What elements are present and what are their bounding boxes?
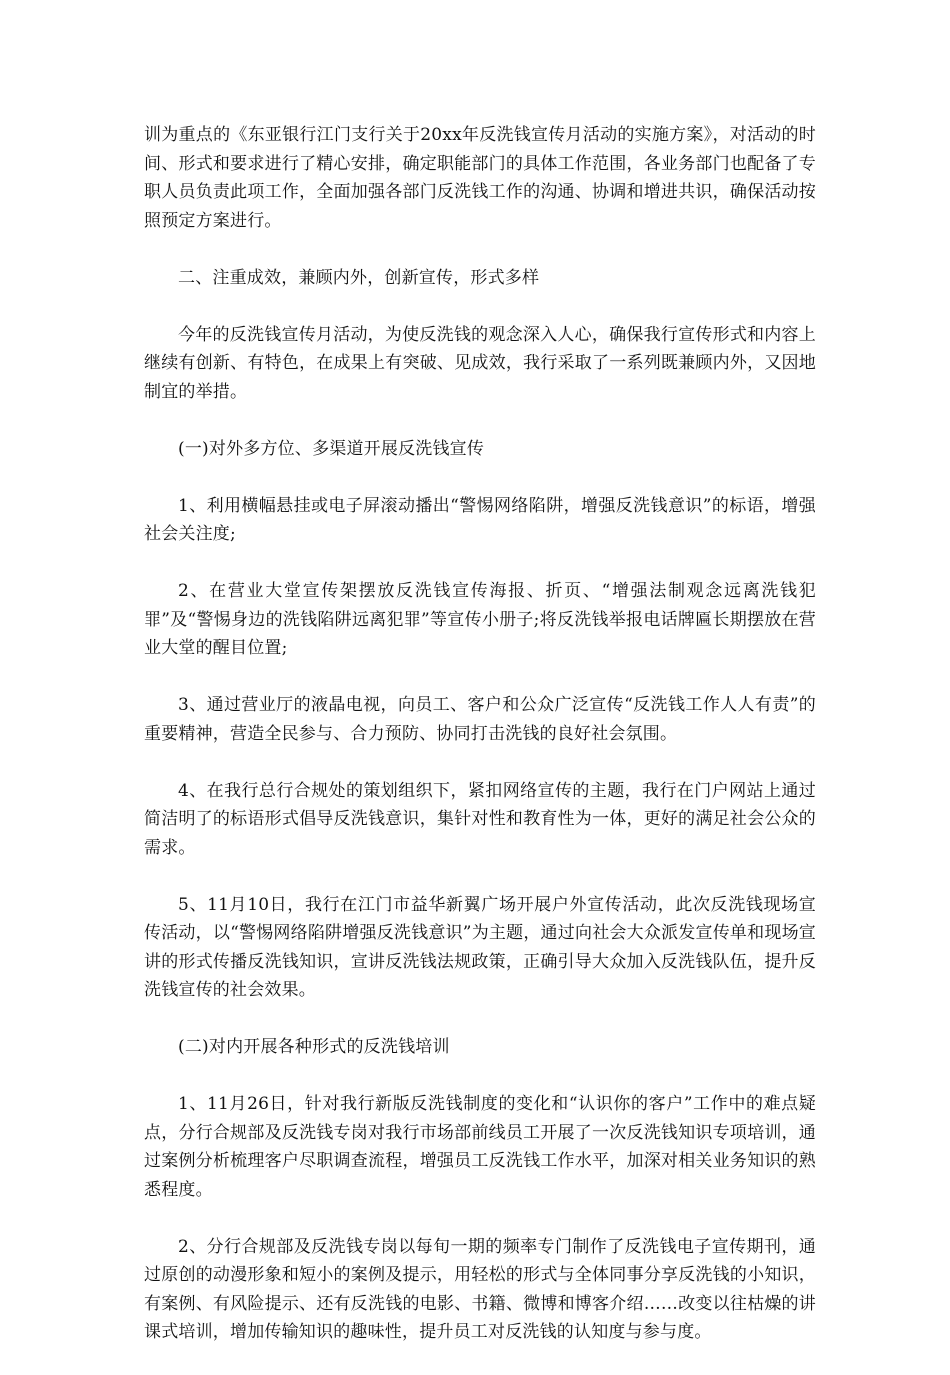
list-item-external-3: 3、通过营业厅的液晶电视，向员工、客户和公众广泛宣传“反洗钱工作人人有责”的重要精神，营造全民参与、合力预防、协同打击洗钱的良好社会氛围。 — [144, 695, 816, 744]
list-item-internal-2: 2、分行合规部及反洗钱专岗以每旬一期的频率专门制作了反洗钱电子宣传期刊，通过原创的动漫形象和短小的案例及提示，用轻松的形式与全体同事分享反洗钱的小知识，有案例、有风险提示、还有反洗钱的电影、书籍、微博和博客介绍……改变以往枯燥的讲课式培训，增加传输知识的趣味性，提升员工对反洗钱的认知度与参与度。 — [144, 1236, 816, 1342]
paragraph-continued-intro: 训为重点的《东亚银行江门支行关于20xx年反洗钱宣传月活动的实施方案》，对活动的时间、形式和要求进行了精心安排，确定职能部门的具体工作范围，各业务部门也配备了专职人员负责此项工作，全面加强各部门反洗钱工作的沟通、协调和增进共识，确保活动按照预定方案进行。 — [144, 125, 816, 231]
subsection-heading-internal: (二)对内开展各种形式的反洗钱培训 — [178, 1037, 450, 1057]
subsection-heading-external: (一)对外多方位、多渠道开展反洗钱宣传 — [178, 438, 485, 459]
list-item-external-5: 5、11月10日，我行在江门市益华新翼广场开展户外宣传活动，此次反洗钱现场宣传活动，以“警惕网络陷阱增强反洗钱意识”为主题，通过向社会大众派发宣传单和现场宣讲的形式传播反洗钱知识，宣讲反洗钱法规政策，正确引导大众加入反洗钱队伍，提升反洗钱宣传的社会效果。 — [144, 894, 816, 1000]
list-item-internal-1: 1、11月26日，针对我行新版反洗钱制度的变化和“认识你的客户”工作中的难点疑点，分行合规部及反洗钱专岗对我行市场部前线员工开展了一次反洗钱知识专项培训，通过案例分析梳理客户尽职调查流程，增强员工反洗钱工作水平，加深对相关业务知识的熟悉程度。 — [144, 1094, 816, 1200]
section-heading-two: 二、注重成效，兼顾内外，创新宣传，形式多样 — [178, 267, 540, 288]
list-item-external-4: 4、在我行总行合规处的策划组织下，紧扣网络宣传的主题，我行在门户网站上通过简洁明了的标语形式倡导反洗钱意识，集针对性和教育性为一体，更好的满足社会公众的需求。 — [144, 780, 816, 858]
document-body — [144, 121, 816, 1375]
paragraph-section-two-intro: 今年的反洗钱宣传月活动，为使反洗钱的观念深入人心，确保我行宣传形式和内容上继续有创新、有特色，在成果上有突破、见成效，我行采取了一系列既兼顾内外，又因地制宜的举措。 — [144, 324, 816, 402]
list-item-external-1: 1、利用横幅悬挂或电子屏滚动播出“警惕网络陷阱，增强反洗钱意识”的标语，增强社会关注度; — [144, 495, 816, 544]
list-item-external-2: 2、在营业大堂宣传架摆放反洗钱宣传海报、折页、“增强法制观念远离洗钱犯罪”及“警惕身边的洗钱陷阱远离犯罪”等宣传小册子;将反洗钱举报电话牌匾长期摆放在营业大堂的醒目位置; — [144, 581, 816, 658]
